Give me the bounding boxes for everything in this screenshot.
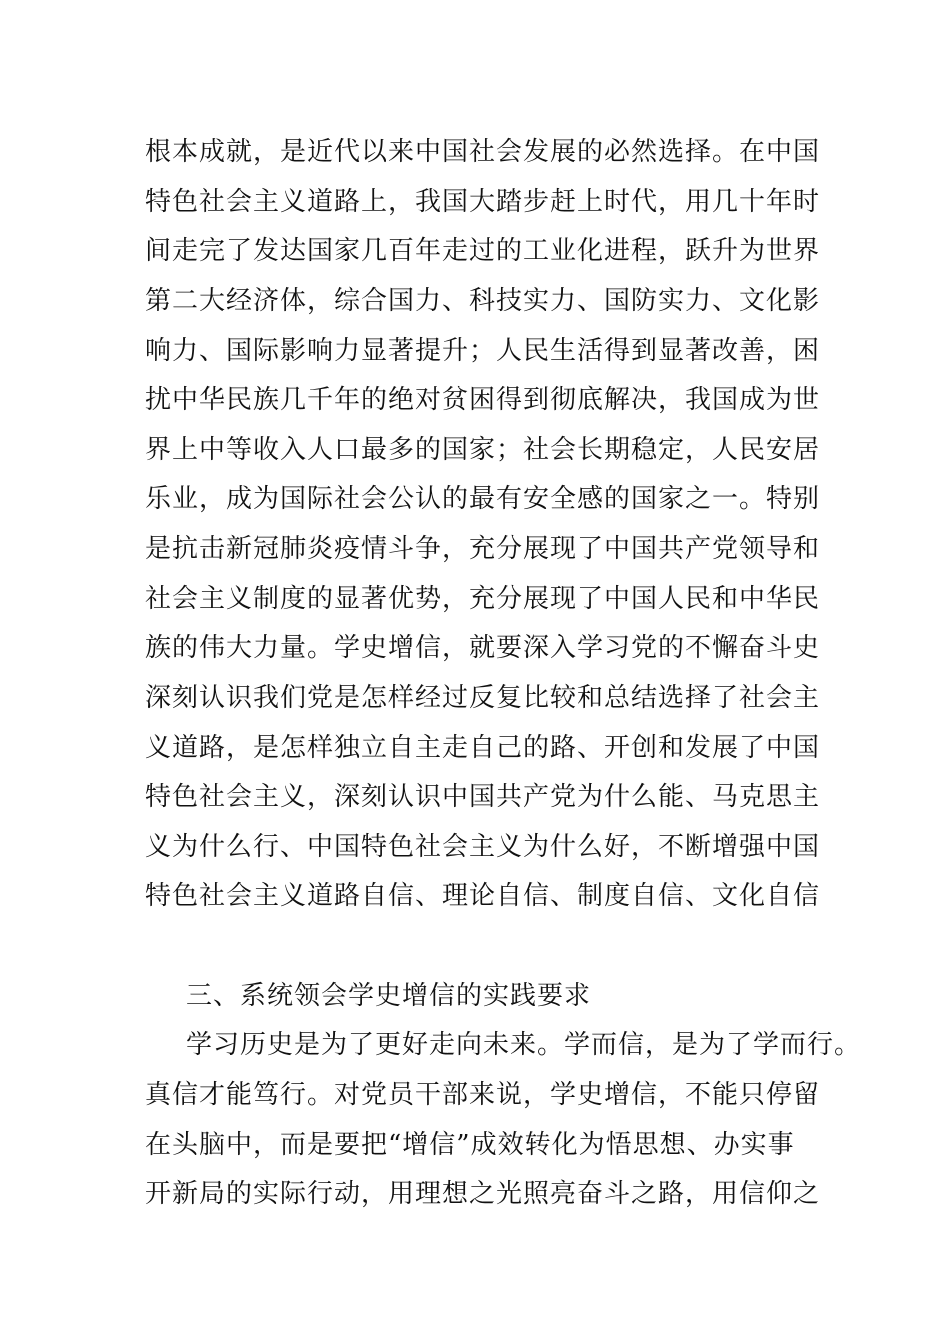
paragraph-line: 特色社会主义，深刻认识中国共产党为什么能、马克思主 bbox=[145, 782, 821, 812]
paragraph-line: 义为什么行、中国特色社会主义为什么好，不断增强中国 bbox=[145, 832, 821, 862]
paragraph-line: 社会主义制度的显著优势，充分展现了中国人民和中华民 bbox=[145, 584, 821, 614]
paragraph-line: 响力、国际影响力显著提升；人民生活得到显著改善，困 bbox=[145, 336, 821, 366]
paragraph-line: 第二大经济体，综合国力、科技实力、国防实力、文化影 bbox=[145, 286, 821, 316]
section-heading: 三、系统领会学史增信的实践要求 bbox=[186, 981, 592, 1011]
paragraph-line: 开新局的实际行动，用理想之光照亮奋斗之路，用信仰之 bbox=[145, 1179, 821, 1209]
paragraph-line: 是抗击新冠肺炎疫情斗争，充分展现了中国共产党领导和 bbox=[145, 534, 821, 564]
paragraph-line: 根本成就，是近代以来中国社会发展的必然选择。在中国 bbox=[145, 137, 821, 167]
paragraph-line: 学习历史是为了更好走向未来。学而信，是为了学而行。 bbox=[186, 1030, 862, 1060]
paragraph-line: 乐业，成为国际社会公认的最有安全感的国家之一。特别 bbox=[145, 484, 821, 514]
paragraph-line: 深刻认识我们党是怎样经过反复比较和总结选择了社会主 bbox=[145, 683, 821, 713]
paragraph-line: 间走完了发达国家几百年走过的工业化进程，跃升为世界 bbox=[145, 236, 821, 266]
paragraph-line: 扰中华民族几千年的绝对贫困得到彻底解决，我国成为世 bbox=[145, 385, 821, 415]
paragraph-line: 真信才能笃行。对党员干部来说，学史增信，不能只停留 bbox=[145, 1080, 821, 1110]
paragraph-line: 在头脑中，而是要把“增信”成效转化为悟思想、办实事 bbox=[145, 1130, 795, 1160]
paragraph-line: 义道路，是怎样独立自主走自己的路、开创和发展了中国 bbox=[145, 733, 821, 763]
paragraph-line: 特色社会主义道路上，我国大踏步赶上时代，用几十年时 bbox=[145, 187, 821, 217]
paragraph-line: 界上中等收入人口最多的国家；社会长期稳定，人民安居 bbox=[145, 435, 821, 465]
paragraph-line: 特色社会主义道路自信、理论自信、制度自信、文化自信 bbox=[145, 881, 821, 911]
paragraph-line: 族的伟大力量。学史增信，就要深入学习党的不懈奋斗史 bbox=[145, 633, 821, 663]
